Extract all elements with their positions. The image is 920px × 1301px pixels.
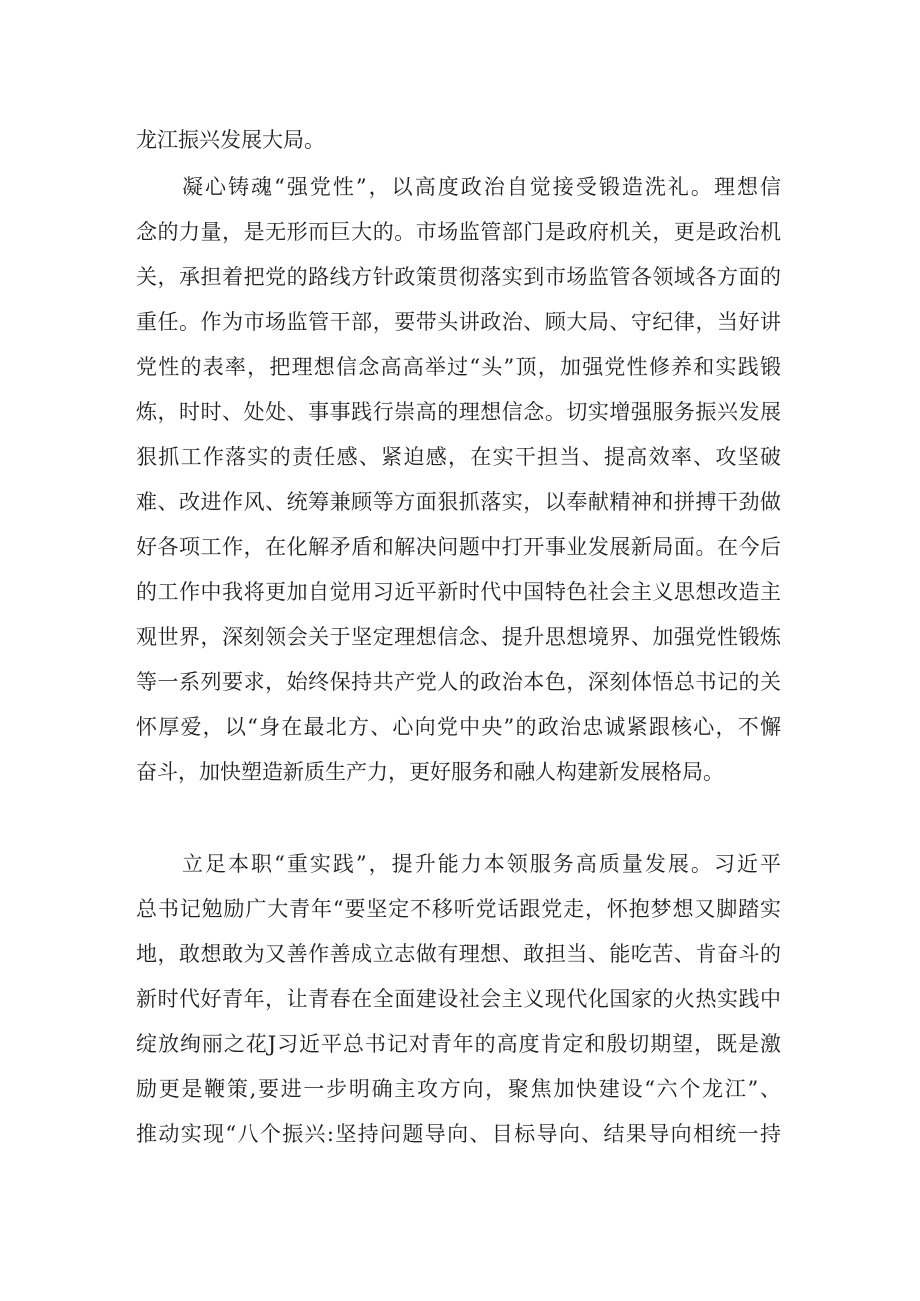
text-line: 奋斗，加快塑造新质生产力，更好服务和融人构建新发展格局。 [136,760,724,784]
text-line: 怀厚爱，以“身在最北方、心向党中央”的政治忠诚紧跟核心，不懈 [136,715,783,739]
text-line: 关，承担着把党的路线方针政策贯彻落实到市场监管各领域各方面的 [136,265,782,289]
text-line: 立足本职“重实践”，提升能力本领服务高质量发展。习近平 [182,852,784,876]
text-line: 新时代好青年，让青春在全面建设社会主义现代化国家的火热实践中 [136,987,782,1011]
text-line: 念的力量，是无形而巨大的。市场监管部门是政府机关，更是政治机 [136,220,782,244]
text-line: 励更是鞭策,要进一步明确主攻方向，聚焦加快建设“六个龙江”、 [136,1077,783,1101]
text-line: 观世界，深刻领会关于坚定理想信念、提升思想境界、加强党性锻炼 [136,625,782,649]
text-line: 重任。作为市场监管干部，要带头讲政治、顾大局、守纪律，当好讲 [136,310,782,334]
text-line: 难、改进作风、统筹兼顾等方面狠抓落实，以奉献精神和拼搏干劲做 [136,490,782,514]
text-line: 狠抓工作落实的责任感、紧迫感，在实干担当、提高效率、攻坚破 [136,445,783,469]
text-line: 的工作中我将更加自觉用习近平新时代中国特色社会主义思想改造主 [136,580,782,604]
text-line: 龙江振兴发展大局。 [136,128,325,152]
text-line: 地，敢想敢为又善作善成立志做有理想、敢担当、能吃苦、肯奋斗的 [136,942,782,966]
text-line: 炼，时时、处处、事事践行崇高的理想信念。切实增强服务振兴发展 [136,400,782,424]
text-line: 总书记勉励广大青年“要坚定不移听党话跟党走，怀抱梦想又脚踏实 [136,897,782,921]
text-line: 推动实现“八个振兴:坚持问题导向、目标导向、结果导向相统一持 [136,1122,783,1146]
text-line: 好各项工作，在化解矛盾和解决问题中打开事业发展新局面。在今后 [136,535,782,559]
text-line: 党性的表率，把理想信念高高举过“头”顶，加强党性修养和实践锻 [136,355,783,379]
text-line: 等一系列要求，始终保持共产党人的政治本色，深刻体悟总书记的关 [136,670,782,694]
text-line: 凝心铸魂“强党性”，以高度政治自觉接受锻造洗礼。理想信 [182,175,784,199]
text-line: 绽放绚丽之花J习近平总书记对青年的高度肯定和殷切期望，既是激 [136,1032,782,1056]
